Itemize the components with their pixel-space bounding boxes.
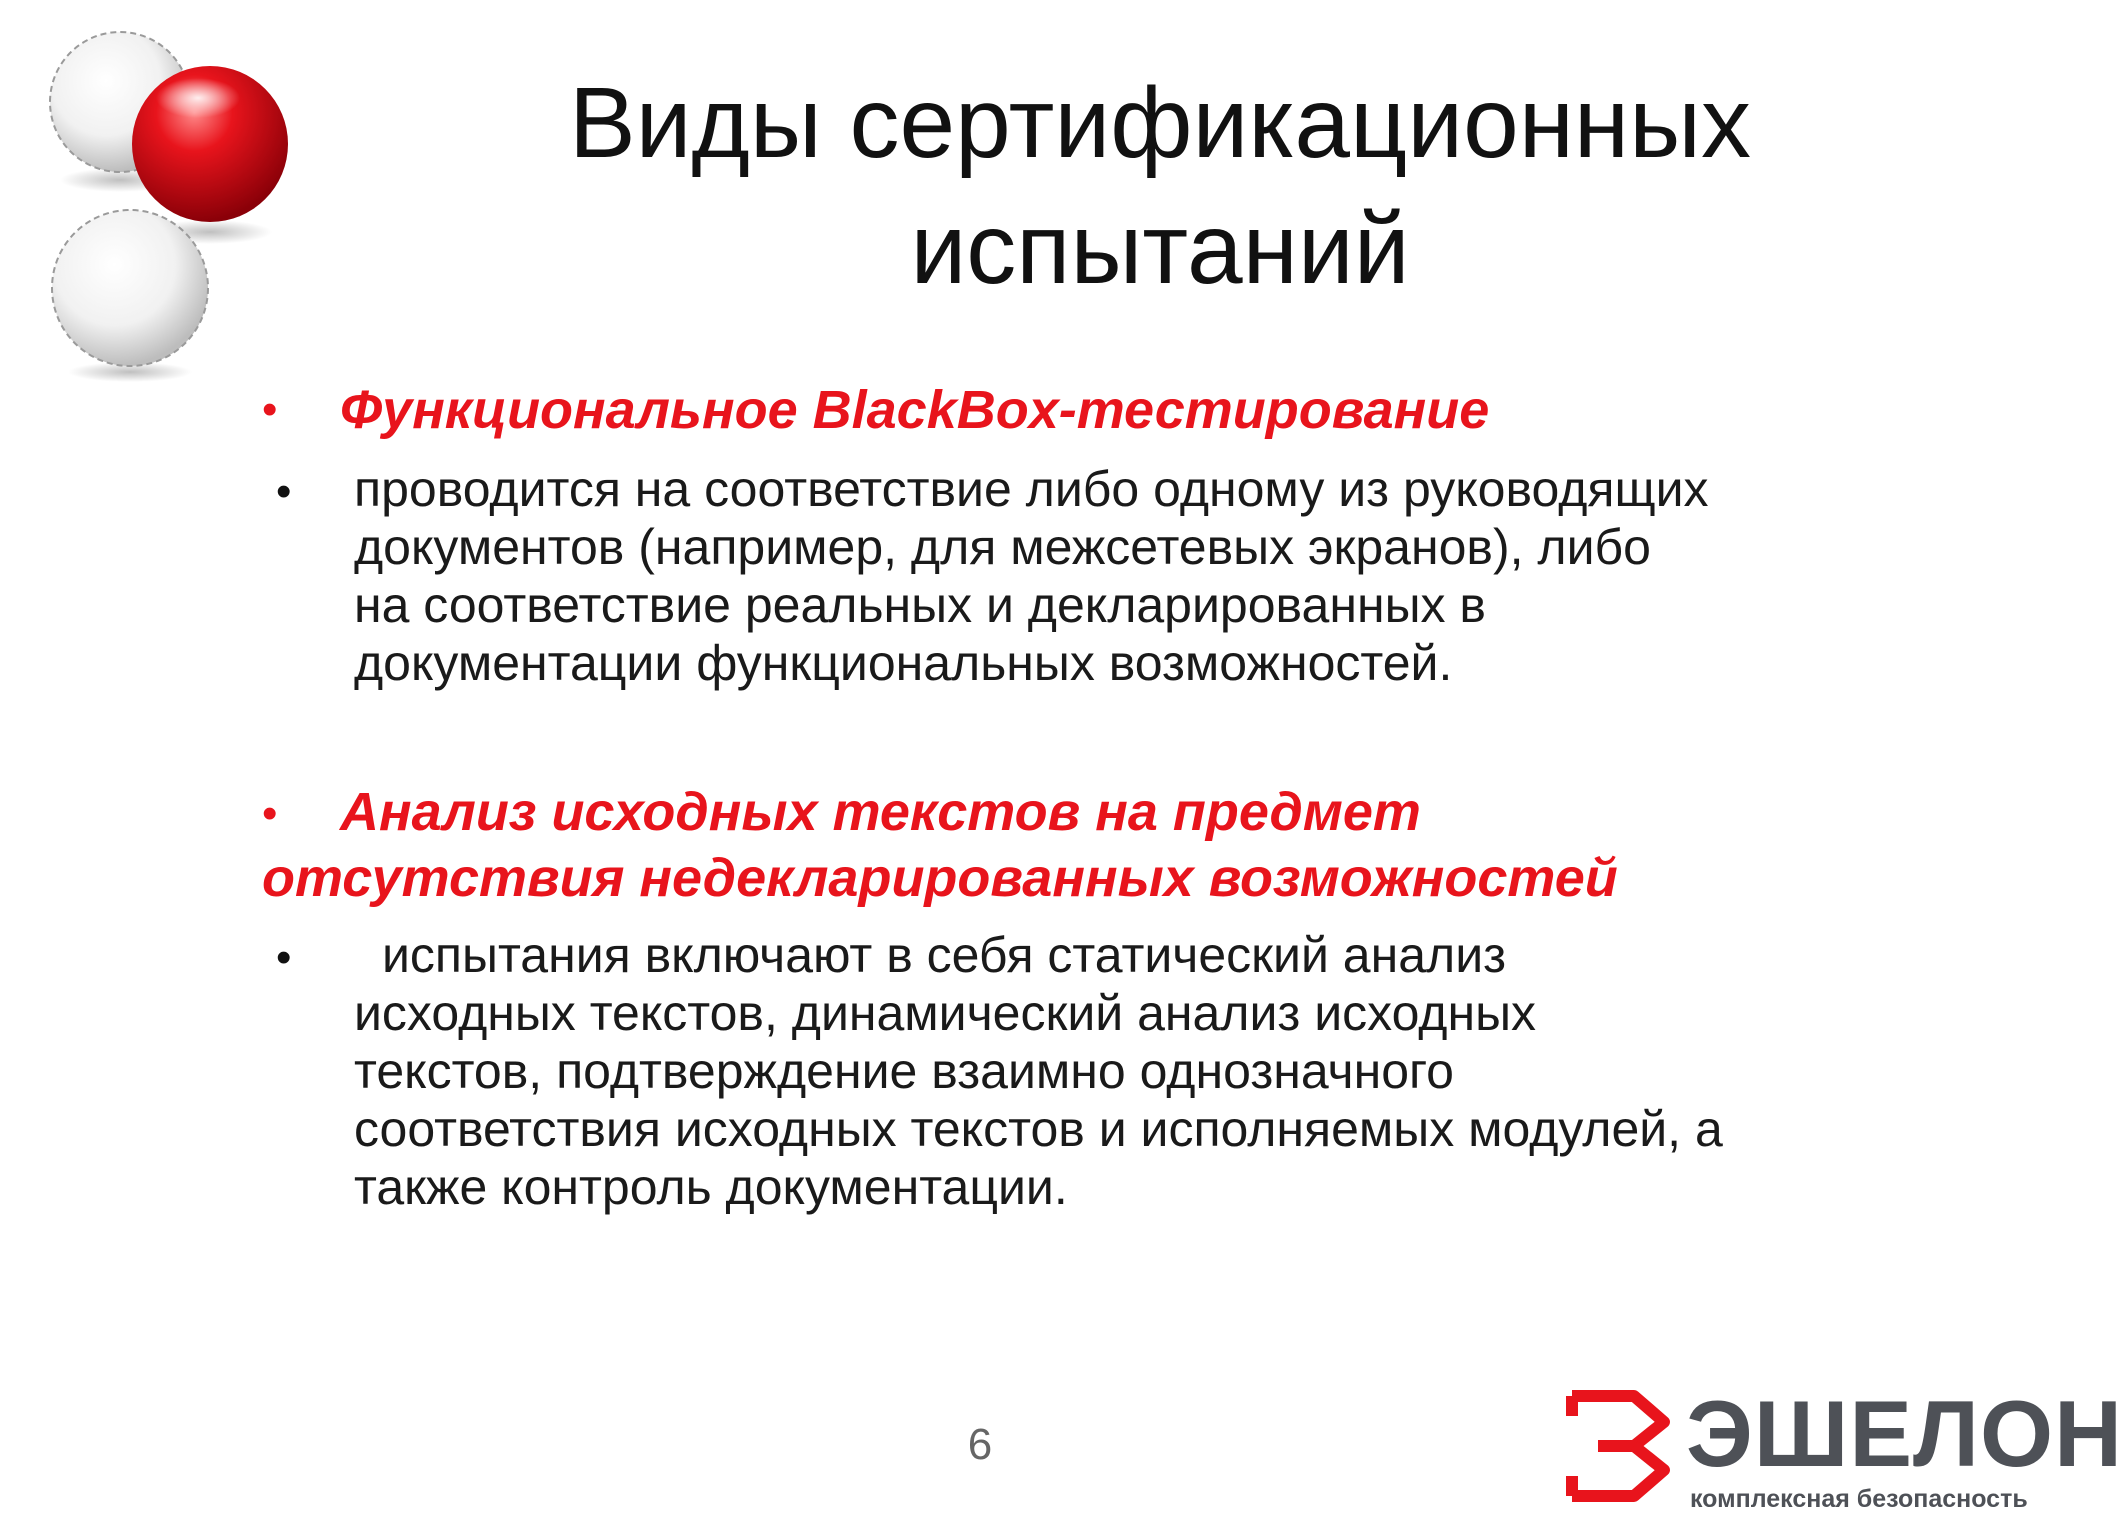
section2-heading-line-1: Анализ исходных текстов на предмет [340,782,1421,842]
section1-line: на соответствие реальных и декларированных в [354,577,1486,633]
section2-line: соответствия исходных текстов и исполняемых модулей, а [354,1101,1723,1157]
decorative-spheres [40,20,300,380]
section1-line: документации функциональных возможностей. [354,635,1453,691]
section1-body [354,460,1914,692]
section2-body-bullet: • [276,933,292,982]
logo-mark-icon [1564,1386,1674,1506]
title-line-1: Виды сертификационных [568,67,1752,179]
company-logo [1560,1380,2123,1520]
section2-heading-line-2: отсутствия недекларированных возможностей [262,848,1618,908]
white-sphere-bottom [52,210,208,366]
section2-heading-bullet: • [262,789,278,838]
page-number: 6 [967,1420,993,1469]
section2-line: также контроль документации. [354,1159,1068,1215]
section2-line: исходных текстов, динамический анализ исходных [354,985,1537,1041]
title-line-2: испытаний [910,193,1410,305]
slide-title [420,60,1900,312]
section2-line: текстов, подтверждение взаимно однозначного [354,1043,1454,1099]
section2-line: испытания включают в себя статический анализ [382,927,1507,983]
section1-heading-bullet: • [262,385,278,434]
logo-wordmark: ЭШЕЛОН [1686,1381,2123,1486]
section2-body [354,926,1914,1216]
section1-line: проводится на соответствие либо одному из руководящих [354,461,1709,517]
section1-body-bullet: • [276,467,292,516]
section1-line: документов (например, для межсетевых экранов), либо [354,519,1651,575]
section1-heading: Функциональное BlackBox-тестирование [340,380,1490,440]
logo-tagline: комплексная безопасность [1690,1485,2028,1513]
